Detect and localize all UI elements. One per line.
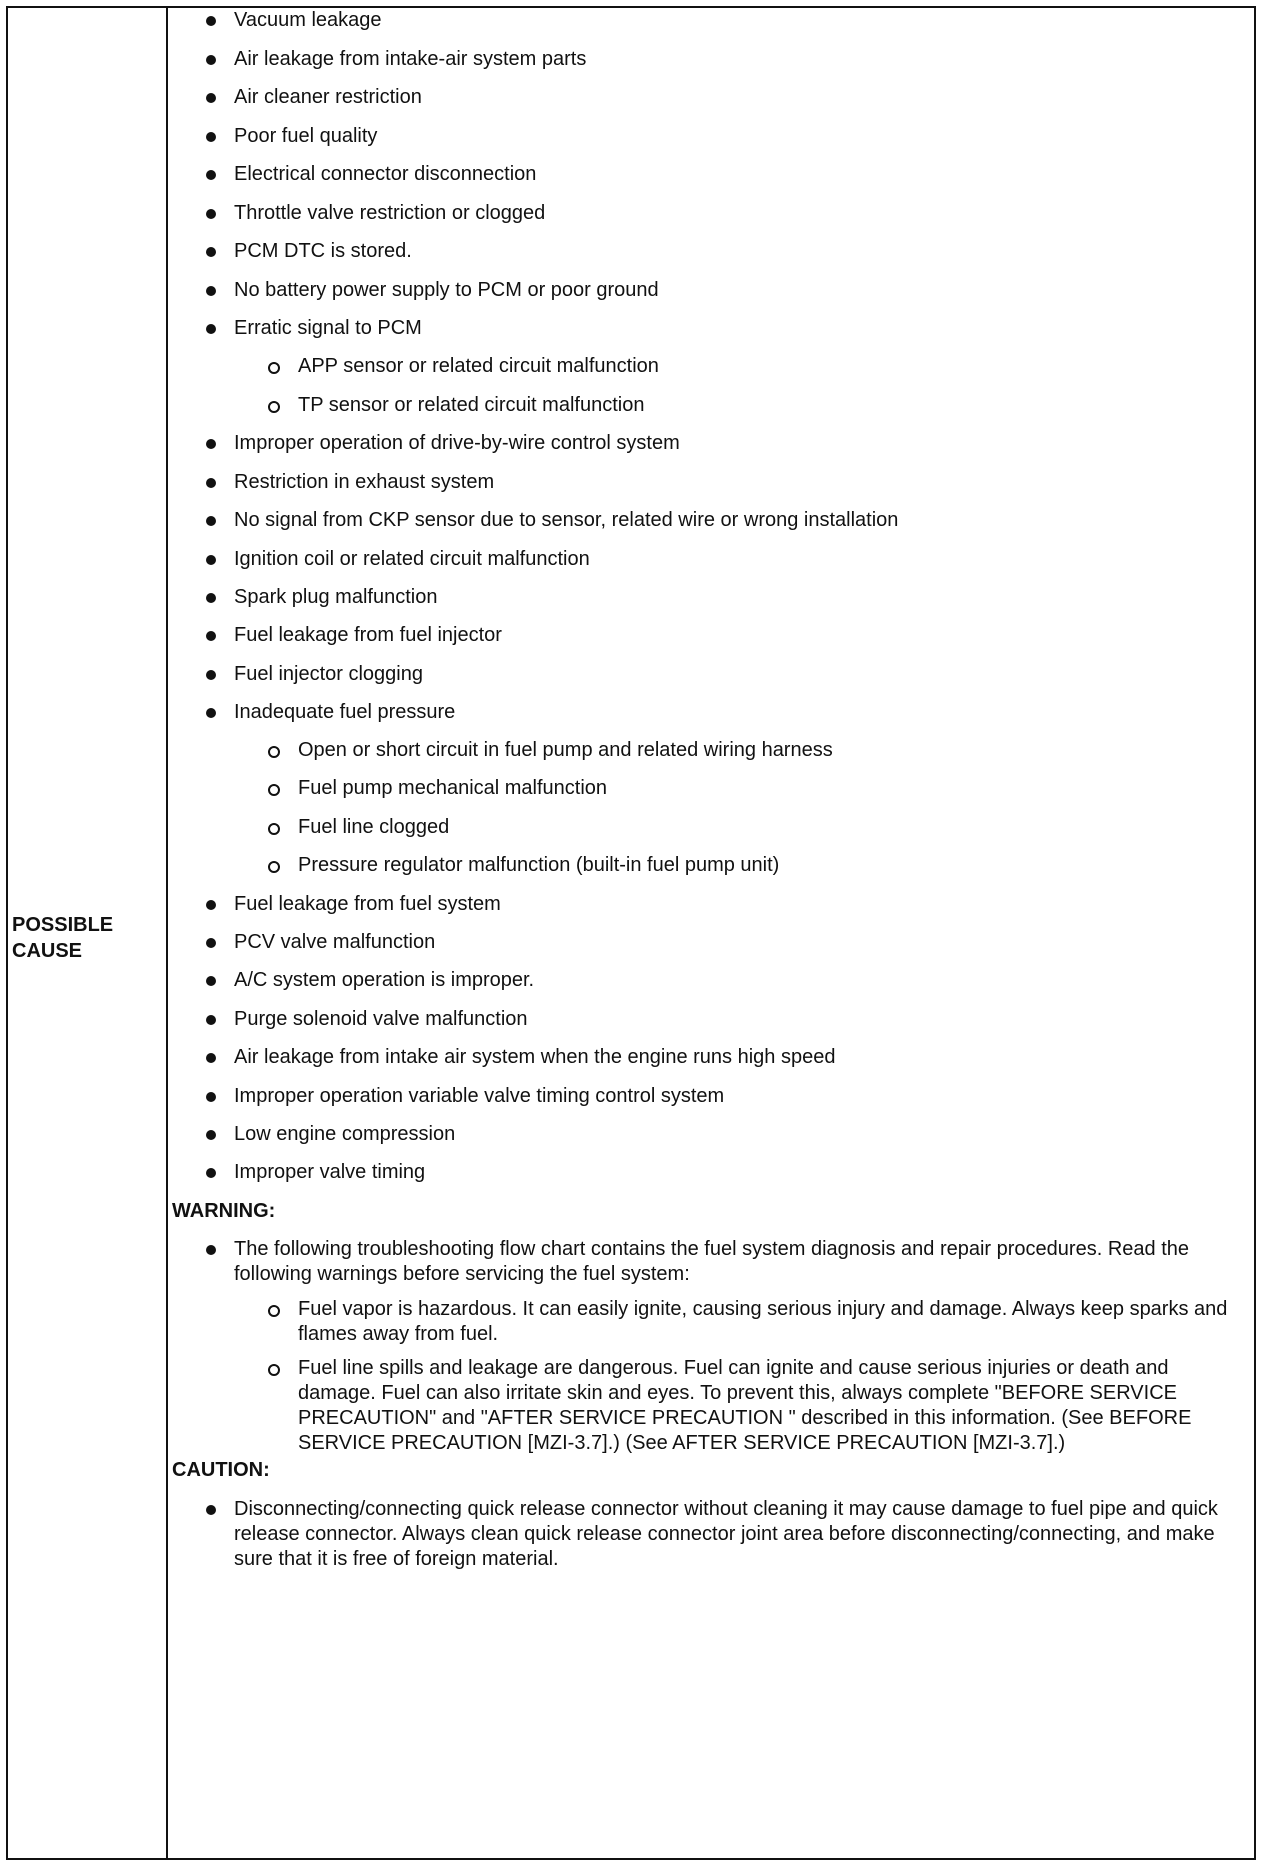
- list-item-text: Fuel leakage from fuel system: [234, 893, 501, 915]
- list-item-text: Spark plug malfunction: [234, 586, 438, 608]
- bullet-icon: [206, 670, 216, 680]
- list-item-text: PCM DTC is stored.: [234, 240, 412, 262]
- cause-item: [206, 1045, 1246, 1070]
- list-item-text: Purge solenoid valve malfunction: [234, 1008, 528, 1030]
- list-item-text: Air leakage from intake air system when the engine runs high speed: [234, 1046, 836, 1068]
- cause-item: [206, 124, 1246, 149]
- cause-item: [206, 431, 1246, 456]
- sub-bullet-icon: [268, 401, 280, 413]
- list-item-text: Low engine compression: [234, 1123, 456, 1145]
- cause-item: [206, 316, 1246, 341]
- cause-item: [206, 547, 1246, 572]
- list-item-text: No signal from CKP sensor due to sensor, related wire or wrong installation: [234, 509, 899, 531]
- possible-cause-content: [172, 0, 1250, 1868]
- cause-item: [268, 815, 1238, 840]
- list-item-text: Vacuum leakage: [234, 9, 382, 31]
- bullet-icon: [206, 478, 216, 488]
- cause-item: [268, 393, 1238, 418]
- cause-item: [206, 662, 1246, 687]
- cause-item: [206, 201, 1246, 226]
- list-item-text: Fuel leakage from fuel injector: [234, 624, 502, 646]
- cause-item: [206, 508, 1246, 533]
- bullet-icon: [206, 593, 216, 603]
- bullet-icon: [206, 93, 216, 103]
- list-item-text: Throttle valve restriction or clogged: [234, 202, 546, 224]
- bullet-icon: [206, 209, 216, 219]
- bullet-icon: [206, 1053, 216, 1063]
- bullet-icon: [206, 555, 216, 565]
- bullet-icon: [206, 631, 216, 641]
- list-item-text: The following troubleshooting flow chart contains the fuel system diagnosis and repair procedures. Read the following warnings before servicing the fuel system:: [234, 1238, 1189, 1285]
- sub-bullet-icon: [268, 362, 280, 374]
- cause-item: [206, 968, 1246, 993]
- list-item-text: Fuel injector clogging: [234, 663, 423, 685]
- bullet-icon: [206, 55, 216, 65]
- list-item-text: A/C system operation is improper.: [234, 969, 535, 991]
- list-item-text: TP sensor or related circuit malfunction: [298, 394, 645, 416]
- cause-item: [268, 853, 1238, 878]
- list-item-text: PCV valve malfunction: [234, 931, 436, 953]
- cause-item: [206, 700, 1246, 725]
- caution-item: [206, 1497, 1246, 1572]
- list-item-text: Electrical connector disconnection: [234, 163, 537, 185]
- list-item-text: Poor fuel quality: [234, 125, 378, 147]
- warning-item: [206, 1237, 1246, 1287]
- bullet-icon: [206, 16, 216, 26]
- cause-item: [206, 239, 1246, 264]
- list-item-text: Restriction in exhaust system: [234, 471, 495, 493]
- sub-bullet-icon: [268, 823, 280, 835]
- list-item-text: Open or short circuit in fuel pump and related wiring harness: [298, 739, 833, 761]
- bullet-icon: [206, 1168, 216, 1178]
- column-divider: [166, 6, 168, 1860]
- list-item-text: Ignition coil or related circuit malfunction: [234, 548, 590, 570]
- cause-item: [268, 776, 1238, 801]
- list-item-text: Fuel line spills and leakage are dangerous. Fuel can ignite and cause serious injuries or death and damage. Fuel can also irritate skin and eyes. To prevent this, always complete "BEFORE SERVICE PRECAUTION" and "AFTER SERVICE PRECAUTION " described in this information. (See BEFORE SERVICE PRECAUTION [MZI-3.7].) (See AFTER SERVICE PRECAUTION [MZI-3.7].): [298, 1357, 1192, 1454]
- bullet-icon: [206, 516, 216, 526]
- row-label-line-2: CAUSE: [12, 940, 83, 962]
- cause-item: [206, 892, 1246, 917]
- cause-item: [206, 1160, 1246, 1185]
- list-item-text: Air leakage from intake-air system parts: [234, 48, 587, 70]
- bullet-icon: [206, 1130, 216, 1140]
- list-item-text: Inadequate fuel pressure: [234, 701, 456, 723]
- sub-bullet-icon: [268, 1305, 280, 1317]
- bullet-icon: [206, 976, 216, 986]
- bullet-icon: [206, 1245, 216, 1255]
- bullet-icon: [206, 247, 216, 257]
- bullet-icon: [206, 938, 216, 948]
- warning-heading: WARNING:: [172, 1200, 276, 1222]
- bullet-icon: [206, 1505, 216, 1515]
- list-item-text: No battery power supply to PCM or poor ground: [234, 279, 659, 301]
- sub-bullet-icon: [268, 784, 280, 796]
- list-item-text: Fuel pump mechanical malfunction: [298, 777, 608, 799]
- cause-item: [206, 1084, 1246, 1109]
- cause-item: [206, 278, 1246, 303]
- list-item-text: APP sensor or related circuit malfunction: [298, 355, 659, 377]
- list-item-text: Improper valve timing: [234, 1161, 426, 1183]
- cause-item: [206, 47, 1246, 72]
- bullet-icon: [206, 170, 216, 180]
- list-item-text: Erratic signal to PCM: [234, 317, 422, 339]
- sub-bullet-icon: [268, 1364, 280, 1376]
- bullet-icon: [206, 1092, 216, 1102]
- list-item-text: Pressure regulator malfunction (built-in fuel pump unit): [298, 854, 780, 876]
- cause-item: [206, 8, 1246, 33]
- cause-item: [206, 930, 1246, 955]
- cause-item: [206, 1122, 1246, 1147]
- cause-item: [206, 585, 1246, 610]
- bullet-icon: [206, 286, 216, 296]
- cause-item: [206, 85, 1246, 110]
- list-item-text: Air cleaner restriction: [234, 86, 422, 108]
- cause-item: [206, 162, 1246, 187]
- bullet-icon: [206, 324, 216, 334]
- bullet-icon: [206, 439, 216, 449]
- cause-item: [206, 1007, 1246, 1032]
- sub-bullet-icon: [268, 861, 280, 873]
- warning-item: [268, 1356, 1238, 1456]
- bullet-icon: [206, 132, 216, 142]
- cause-item: [206, 623, 1246, 648]
- warning-item: [268, 1297, 1238, 1347]
- sub-bullet-icon: [268, 746, 280, 758]
- row-label: [12, 912, 113, 964]
- cause-item: [206, 470, 1246, 495]
- list-item-text: Fuel line clogged: [298, 816, 450, 838]
- row-label-line-1: POSSIBLE: [12, 914, 114, 936]
- list-item-text: Improper operation of drive-by-wire control system: [234, 432, 680, 454]
- cause-item: [268, 738, 1238, 763]
- bullet-icon: [206, 1015, 216, 1025]
- cause-item: [268, 354, 1238, 379]
- list-item-text: Fuel vapor is hazardous. It can easily ignite, causing serious injury and damage. Always keep sparks and flames away from fuel.: [298, 1298, 1228, 1345]
- list-item-text: Disconnecting/connecting quick release connector without cleaning it may cause damage to fuel pipe and quick release connector. Always clean quick release connector joint area before disconnecting/connecting, and make sure that it is free of foreign material.: [234, 1498, 1218, 1570]
- list-item-text: Improper operation variable valve timing control system: [234, 1085, 725, 1107]
- caution-heading: CAUTION:: [172, 1459, 270, 1481]
- bullet-icon: [206, 708, 216, 718]
- bullet-icon: [206, 900, 216, 910]
